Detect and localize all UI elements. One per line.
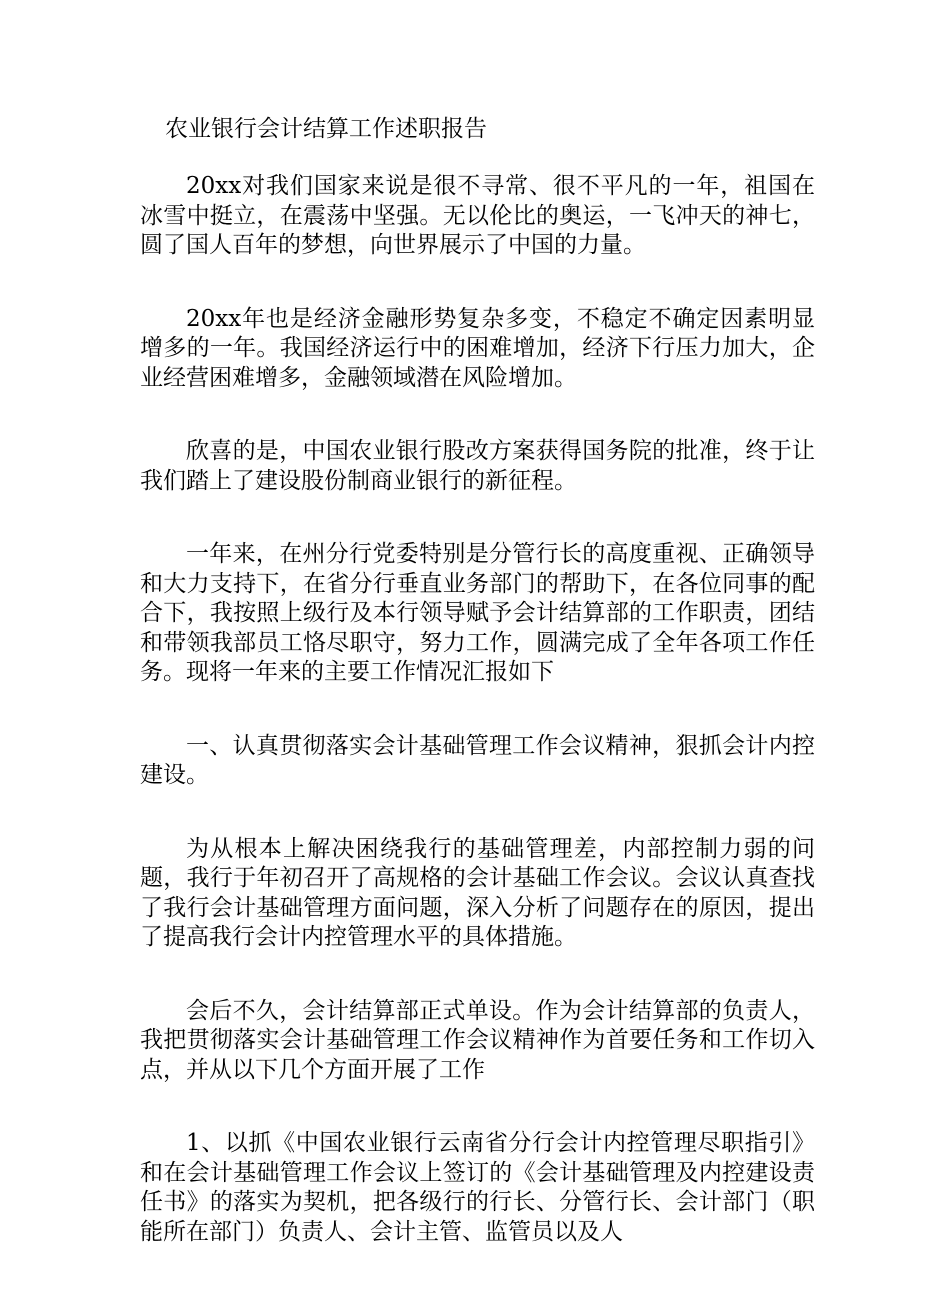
paragraph: 1、以抓《中国农业银行云南省分行会计内控管理尽职指引》和在会计基础管理工作会议上签订的《会计基础管理及内控建设责任书》的落实为契机，把各级行的行长、分管行长、会计部门（职能所在部门）负责人、会计主管、监管员以及人	[140, 1130, 815, 1245]
paragraph: 20xx年也是经济金融形势复杂多变，不稳定不确定因素明显增多的一年。我国经济运行中的困难增加，经济下行压力加大，企业经营困难增多，金融领域潜在风险增加。	[140, 305, 815, 391]
document-body	[140, 172, 815, 1291]
paragraph: 20xx对我们国家来说是很不寻常、很不平凡的一年，祖国在冰雪中挺立，在震荡中坚强。无以伦比的奥运，一飞冲天的神七，圆了国人百年的梦想，向世界展示了中国的力量。	[140, 173, 815, 258]
document-title: 农业银行会计结算工作述职报告	[165, 116, 487, 142]
paragraph: 欣喜的是，中国农业银行股改方案获得国务院的批准，终于让我们踏上了建设股份制商业银行的新征程。	[140, 438, 815, 494]
section-heading: 一、认真贯彻落实会计基础管理工作会议精神，狠抓会计内控建设。	[140, 732, 815, 788]
paragraph: 会后不久，会计结算部正式单设。作为会计结算部的负责人，我把贯彻落实会计基础管理工作会议精神作为首要任务和工作切入点，并从以下几个方面开展了工作	[140, 997, 815, 1083]
paragraph: 一年来，在州分行党委特别是分管行长的高度重视、正确领导和大力支持下，在省分行垂直业务部门的帮助下，在各位同事的配合下，我按照上级行及本行领导赋予会计结算部的工作职责，团结和带领我部员工恪尽职守，努力工作，圆满完成了全年各项工作任务。现将一年来的主要工作情况汇报如下	[140, 541, 815, 685]
paragraph: 为从根本上解决困绕我行的基础管理差，内部控制力弱的问题，我行于年初召开了高规格的会计基础工作会议。会议认真查找了我行会计基础管理方面问题，深入分析了问题存在的原因，提出了提高我行会计内控管理水平的具体措施。	[140, 835, 815, 950]
